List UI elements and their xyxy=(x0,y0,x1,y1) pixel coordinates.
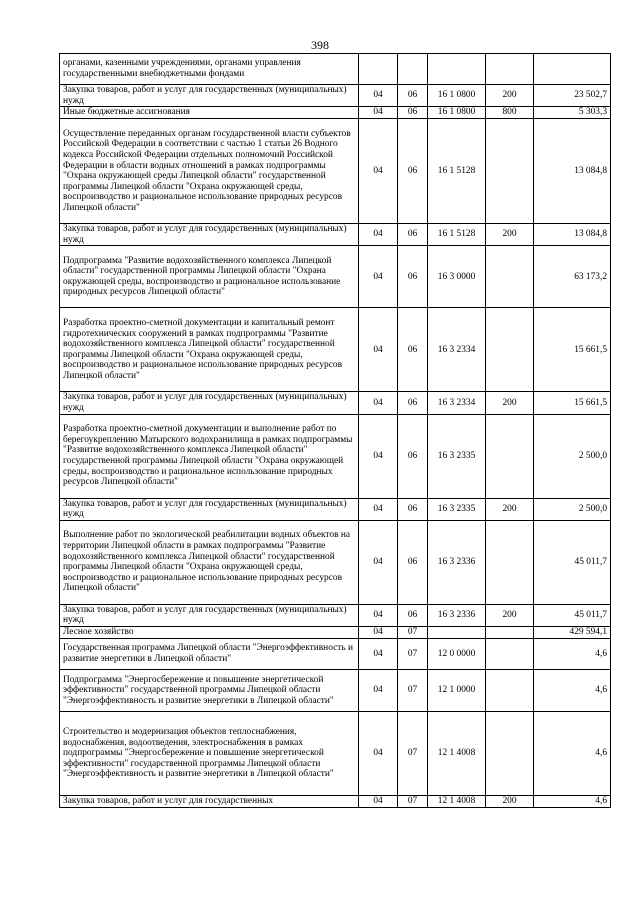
subsection-code: 06 xyxy=(398,414,428,498)
target-article-code: 16 3 0000 xyxy=(428,246,486,308)
item-name: органами, казенными учреждениями, органами управления государственными внебюджетными фондами xyxy=(60,54,359,85)
expense-type-code: 800 xyxy=(486,107,534,119)
expense-type-code xyxy=(486,669,534,711)
amount: 13 084,8 xyxy=(534,119,611,224)
table-row xyxy=(60,119,611,224)
table-row xyxy=(60,638,611,669)
item-name: Лесное хозяйство xyxy=(60,626,359,638)
page-number: 398 xyxy=(311,38,329,52)
budget-table xyxy=(59,53,611,808)
item-name: Подпрограмма "Энергосбережение и повышение энергетической эффективности" государственной программы Липецкой области "Энергоэффективность и развитие энергетики в Липецкой области" xyxy=(60,669,359,711)
expense-type-code: 200 xyxy=(486,392,534,414)
table-row xyxy=(60,604,611,626)
section-code: 04 xyxy=(359,224,398,246)
section-code xyxy=(359,54,398,85)
amount: 4,6 xyxy=(534,669,611,711)
target-article-code: 16 3 2336 xyxy=(428,604,486,626)
target-article-code: 16 3 2334 xyxy=(428,392,486,414)
table-row xyxy=(60,498,611,520)
amount: 2 500,0 xyxy=(534,414,611,498)
subsection-code: 06 xyxy=(398,392,428,414)
table-row xyxy=(60,246,611,308)
subsection-code: 06 xyxy=(398,498,428,520)
section-code: 04 xyxy=(359,638,398,669)
item-name: Закупка товаров, работ и услуг для государственных (муниципальных) нужд xyxy=(60,604,359,626)
target-article-code: 16 3 2334 xyxy=(428,308,486,392)
table-row xyxy=(60,626,611,638)
item-name: Закупка товаров, работ и услуг для государственных (муниципальных) нужд xyxy=(60,498,359,520)
budget-table-body xyxy=(60,54,611,808)
table-row xyxy=(60,54,611,85)
expense-type-code: 200 xyxy=(486,604,534,626)
item-name: Государственная программа Липецкой области "Энергоэффективность и развитие энергетики в Липецкой области" xyxy=(60,638,359,669)
subsection-code: 06 xyxy=(398,85,428,107)
table-row xyxy=(60,392,611,414)
item-name: Подпрограмма "Развитие водохозяйственного комплекса Липецкой области" государственной программы Липецкой области "Охрана окружающей среды, воспроизводство и рациональное использование природных ресурсов Липецкой области" xyxy=(60,246,359,308)
expense-type-code xyxy=(486,246,534,308)
amount: 63 173,2 xyxy=(534,246,611,308)
expense-type-code: 200 xyxy=(486,498,534,520)
subsection-code: 06 xyxy=(398,107,428,119)
item-name: Осуществление переданных органам государственной власти субъектов Российской Федерации в соответствии с частью 1 статьи 26 Водного кодекса Российской Федерации отдельных полномочий Российской Федерации в области водных отношений в рамках подпрограммы "Охрана окружающей среды Липецкой области" государственной программы Липецкой области "Охрана окружающей среды, воспроизводство и рациональное использование природных ресурсов Липецкой области" xyxy=(60,119,359,224)
section-code: 04 xyxy=(359,85,398,107)
subsection-code: 07 xyxy=(398,711,428,795)
expense-type-code xyxy=(486,520,534,604)
target-article-code: 16 1 0800 xyxy=(428,107,486,119)
amount: 15 661,5 xyxy=(534,308,611,392)
target-article-code: 16 1 5128 xyxy=(428,119,486,224)
target-article-code xyxy=(428,626,486,638)
subsection-code: 07 xyxy=(398,638,428,669)
table-row xyxy=(60,85,611,107)
target-article-code: 12 1 0000 xyxy=(428,669,486,711)
item-name: Закупка товаров, работ и услуг для государственных (муниципальных) нужд xyxy=(60,85,359,107)
target-article-code: 12 1 4008 xyxy=(428,711,486,795)
subsection-code: 06 xyxy=(398,224,428,246)
item-name: Разработка проектно-сметной документации и капитальный ремонт гидротехнических сооружений в рамках подпрограммы "Развитие водохозяйственного комплекса Липецкой области" государственной программы Липецкой области "Охрана окружающей среды, воспроизводство и рациональное использование природных ресурсов Липецкой области" xyxy=(60,308,359,392)
target-article-code: 16 3 2336 xyxy=(428,520,486,604)
target-article-code: 12 0 0000 xyxy=(428,638,486,669)
item-name: Закупка товаров, работ и услуг для государственных (муниципальных) нужд xyxy=(60,224,359,246)
table-row xyxy=(60,308,611,392)
expense-type-code: 200 xyxy=(486,224,534,246)
section-code: 04 xyxy=(359,795,398,807)
subsection-code: 07 xyxy=(398,626,428,638)
subsection-code: 06 xyxy=(398,308,428,392)
amount: 4,6 xyxy=(534,638,611,669)
target-article-code xyxy=(428,54,486,85)
item-name: Выполнение работ по экологической реабилитации водных объектов на территории Липецкой области в рамках подпрограммы "Развитие водохозяйственного комплекса Липецкой области" государственной программы Липецкой области "Охрана окружающей среды, воспроизводство и рациональное использование природных ресурсов Липецкой области" xyxy=(60,520,359,604)
section-code: 04 xyxy=(359,604,398,626)
subsection-code: 07 xyxy=(398,669,428,711)
table-row xyxy=(60,107,611,119)
subsection-code: 06 xyxy=(398,520,428,604)
expense-type-code xyxy=(486,626,534,638)
subsection-code: 06 xyxy=(398,604,428,626)
expense-type-code xyxy=(486,119,534,224)
item-name: Разработка проектно-сметной документации и выполнение работ по берегоукреплению Матырского водохранилища в рамках подпрограммы "Развитие водохозяйственного комплекса Липецкой области" государственной программы Липецкой области "Охрана окружающей среды, воспроизводство и рациональное использование природных ресурсов Липецкой области" xyxy=(60,414,359,498)
expense-type-code xyxy=(486,414,534,498)
amount: 4,6 xyxy=(534,711,611,795)
subsection-code xyxy=(398,54,428,85)
subsection-code: 06 xyxy=(398,119,428,224)
amount: 45 011,7 xyxy=(534,604,611,626)
item-name: Закупка товаров, работ и услуг для государственных (муниципальных) нужд xyxy=(60,392,359,414)
amount: 15 661,5 xyxy=(534,392,611,414)
expense-type-code xyxy=(486,308,534,392)
item-name: Закупка товаров, работ и услуг для государственных xyxy=(60,795,359,807)
section-code: 04 xyxy=(359,107,398,119)
section-code: 04 xyxy=(359,711,398,795)
amount: 429 594,1 xyxy=(534,626,611,638)
target-article-code: 16 3 2335 xyxy=(428,498,486,520)
amount xyxy=(534,54,611,85)
table-row xyxy=(60,669,611,711)
expense-type-code xyxy=(486,711,534,795)
target-article-code: 16 1 5128 xyxy=(428,224,486,246)
section-code: 04 xyxy=(359,246,398,308)
section-code: 04 xyxy=(359,626,398,638)
target-article-code: 16 1 0800 xyxy=(428,85,486,107)
amount: 23 502,7 xyxy=(534,85,611,107)
target-article-code: 16 3 2335 xyxy=(428,414,486,498)
expense-type-code: 200 xyxy=(486,85,534,107)
expense-type-code xyxy=(486,54,534,85)
subsection-code: 07 xyxy=(398,795,428,807)
section-code: 04 xyxy=(359,414,398,498)
table-row xyxy=(60,520,611,604)
amount: 45 011,7 xyxy=(534,520,611,604)
table-row xyxy=(60,414,611,498)
section-code: 04 xyxy=(359,669,398,711)
section-code: 04 xyxy=(359,119,398,224)
expense-type-code: 200 xyxy=(486,795,534,807)
section-code: 04 xyxy=(359,392,398,414)
target-article-code: 12 1 4008 xyxy=(428,795,486,807)
subsection-code: 06 xyxy=(398,246,428,308)
item-name: Иные бюджетные ассигнования xyxy=(60,107,359,119)
section-code: 04 xyxy=(359,520,398,604)
amount: 13 084,8 xyxy=(534,224,611,246)
amount: 5 303,3 xyxy=(534,107,611,119)
item-name: Строительство и модернизация объектов теплоснабжения, водоснабжения, водоотведения, электроснабжения в рамках подпрограммы "Энергосбережение и повышение энергетической эффективности" государственной программы Липецкой области "Энергоэффективность и развитие энергетики в Липецкой области" xyxy=(60,711,359,795)
table-row xyxy=(60,224,611,246)
section-code: 04 xyxy=(359,308,398,392)
expense-type-code xyxy=(486,638,534,669)
table-row xyxy=(60,795,611,807)
amount: 4,6 xyxy=(534,795,611,807)
section-code: 04 xyxy=(359,498,398,520)
amount: 2 500,0 xyxy=(534,498,611,520)
table-row xyxy=(60,711,611,795)
